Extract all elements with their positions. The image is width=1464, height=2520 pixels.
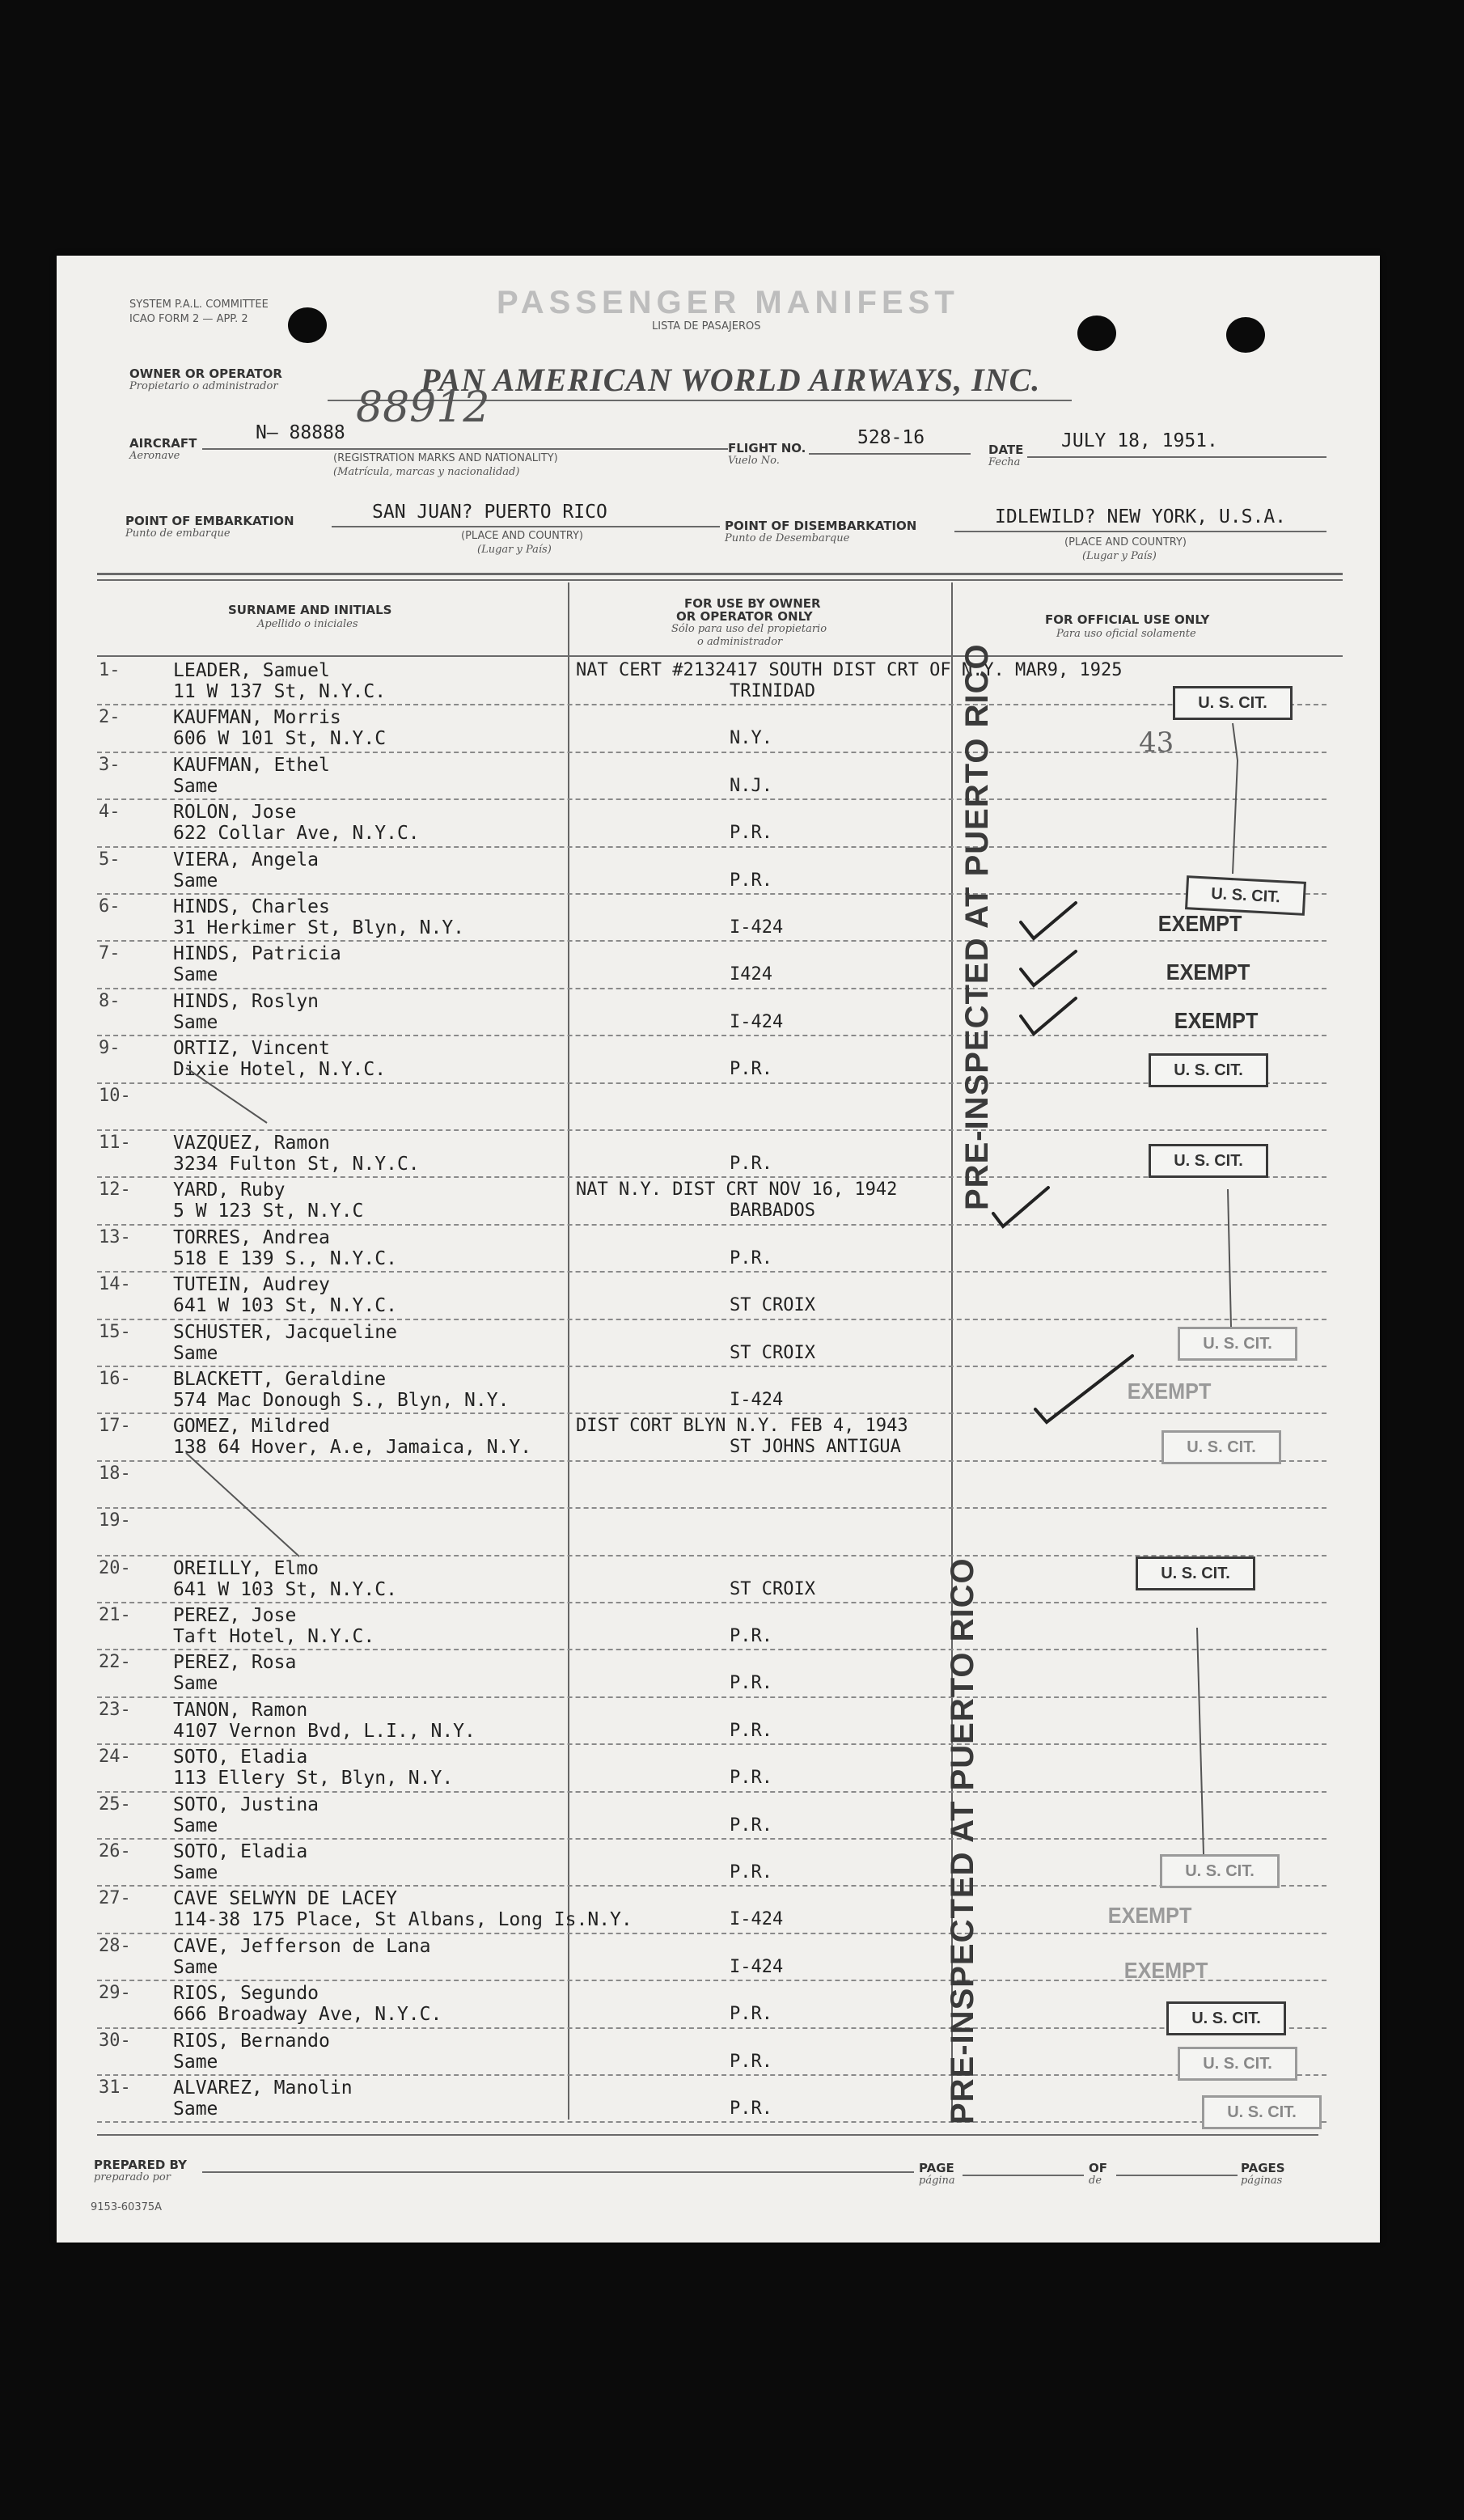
passenger-name: RIOS, Segundo (173, 1983, 319, 2005)
passenger-address: Same (173, 1956, 218, 1978)
passenger-address: Same (173, 1342, 218, 1364)
col-surname-title: SURNAME AND INITIALS (228, 603, 392, 617)
passenger-name: TANON, Ramon (173, 1699, 308, 1721)
passenger-address: Same (173, 1815, 218, 1836)
passenger-address: Same (173, 2099, 218, 2120)
exempt-stamp: EXEMPT (1127, 1379, 1212, 1404)
row-number: 21- (99, 1605, 131, 1625)
passenger-name: SOTO, Eladia (173, 1747, 308, 1768)
flight-label-es: Vuelo No. (728, 455, 780, 467)
operator-note: P.R. (730, 1154, 772, 1174)
disembark-label-es: Punto de Desembarque (725, 532, 850, 544)
operator-note: ST CROIX (730, 1578, 815, 1599)
us-cit-stamp: U. S. CIT. (1178, 1327, 1297, 1361)
disembark-value: IDLEWILD? NEW YORK, U.S.A. (995, 506, 1287, 527)
page-label: PAGE (919, 2161, 954, 2175)
passenger-address: Taft Hotel, N.Y.C. (173, 1626, 375, 1647)
exempt-stamp: EXEMPT (1107, 1903, 1192, 1928)
passenger-address: 641 W 103 St, N.Y.C. (173, 1295, 397, 1317)
passenger-address: 4107 Vernon Bvd, L.I., N.Y. (173, 1720, 476, 1742)
row-number: 9- (99, 1038, 121, 1059)
us-cit-stamp: U. S. CIT. (1185, 875, 1306, 916)
exempt-stamp: EXEMPT (1157, 911, 1242, 936)
disembark-place-note: (PLACE AND COUNTRY) (1064, 536, 1187, 548)
form-title-es: LISTA DE PASAJEROS (652, 320, 761, 332)
pages-label-es: páginas (1241, 2175, 1283, 2187)
aircraft-label: AIRCRAFT (129, 436, 197, 451)
check-mark (1021, 903, 1076, 938)
operator-note: P.R. (730, 2099, 772, 2119)
aircraft-value: N— 88888 (256, 422, 345, 443)
passenger-name: SOTO, Eladia (173, 1841, 308, 1862)
passenger-address: 114-38 175 Place, St Albans, Long Is.N.Y. (173, 1909, 633, 1931)
operator-note: P.R. (730, 1626, 772, 1646)
us-cit-stamp: U. S. CIT. (1161, 1430, 1281, 1464)
handwritten-number: 88912 (356, 383, 490, 432)
passenger-name: TORRES, Andrea (173, 1226, 330, 1248)
us-cit-stamp: U. S. CIT. (1178, 2047, 1297, 2081)
row-number: 1- (99, 660, 121, 680)
operator-note: P.R. (730, 1815, 772, 1836)
exempt-stamp: EXEMPT (1123, 1958, 1208, 1983)
flight-value: 528-16 (857, 427, 925, 448)
row-number: 19- (99, 1510, 131, 1531)
passenger-name: KAUFMAN, Ethel (173, 754, 330, 776)
row-number: 6- (99, 896, 121, 917)
check-mark (1021, 998, 1076, 1034)
of-line (1116, 2175, 1238, 2176)
passenger-address: 138 64 Hover, A.e, Jamaica, N.Y. (173, 1437, 532, 1459)
passenger-name: RIOS, Bernando (173, 2030, 330, 2052)
passenger-name: YARD, Ruby (173, 1180, 286, 1201)
passenger-name: CAVE, Jefferson de Lana (173, 1935, 431, 1957)
col-official-title: FOR OFFICIAL USE ONLY (1045, 612, 1210, 627)
date-label: DATE (988, 443, 1024, 457)
passenger-address: 666 Broadway Ave, N.Y.C. (173, 2004, 442, 2026)
pencil-line (186, 1453, 299, 1556)
row-number: 28- (99, 1935, 131, 1956)
row-number: 2- (99, 707, 121, 728)
operator-note: I-424 (730, 917, 784, 938)
row-number: 3- (99, 754, 121, 775)
row-number: 15- (99, 1321, 131, 1342)
row-number: 31- (99, 2077, 131, 2098)
operator-note: NAT N.Y. DIST CRT NOV 16, 1942 (576, 1180, 898, 1201)
pencil-arrow (1228, 1189, 1231, 1327)
pre-inspected-stamp: PRE-INSPECTED AT PUERTO RICO (945, 1557, 980, 2124)
disembark-place-note-es: (Lugar y País) (1082, 550, 1157, 562)
passenger-address: 641 W 103 St, N.Y.C. (173, 1578, 397, 1600)
pencil-arrow (1197, 1628, 1204, 1854)
operator-note: ST CROIX (730, 1342, 815, 1363)
passenger-address: 113 Ellery St, Blyn, N.Y. (173, 1768, 454, 1789)
row-number: 8- (99, 990, 121, 1011)
prepared-label: PREPARED BY (94, 2158, 187, 2172)
passenger-address: Same (173, 870, 218, 892)
col-operator-title-2: OR OPERATOR ONLY (676, 609, 813, 624)
row-number: 27- (99, 1888, 131, 1909)
row-number: 10- (99, 1085, 131, 1106)
passenger-name: KAUFMAN, Morris (173, 707, 341, 729)
date-label-es: Fecha (988, 456, 1021, 468)
operator-note: P.R. (730, 1862, 772, 1883)
row-number: 29- (99, 1983, 131, 2004)
embark-value: SAN JUAN? PUERTO RICO (372, 502, 607, 523)
passenger-address: 11 W 137 St, N.Y.C. (173, 681, 387, 702)
row-number: 5- (99, 849, 121, 870)
passenger-name: CAVE SELWYN DE LACEY (173, 1888, 397, 1910)
registration-note: (REGISTRATION MARKS AND NATIONALITY) (333, 452, 558, 464)
operator-note: ST JOHNS ANTIGUA (730, 1437, 901, 1458)
embark-place-note-es: (Lugar y País) (477, 544, 552, 556)
operator-note: P.R. (730, 1059, 772, 1080)
operator-note: P.R. (730, 1720, 772, 1741)
passenger-address: 606 W 101 St, N.Y.C (173, 728, 387, 750)
operator-note: ST CROIX (730, 1295, 815, 1316)
exempt-stamp: EXEMPT (1174, 1008, 1259, 1033)
operator-note: P.R. (730, 1673, 772, 1694)
row-number: 17- (99, 1416, 131, 1437)
passenger-address: Dixie Hotel, N.Y.C. (173, 1059, 387, 1081)
flight-label: FLIGHT NO. (728, 441, 806, 455)
row-number: 13- (99, 1226, 131, 1247)
passenger-name: LEADER, Samuel (173, 660, 330, 681)
check-mark (1021, 951, 1076, 985)
passenger-address: Same (173, 1862, 218, 1883)
passenger-address: Same (173, 1011, 218, 1033)
check-mark (993, 1188, 1048, 1226)
row-number: 30- (99, 2030, 131, 2051)
col-operator-title-1: FOR USE BY OWNER (684, 596, 821, 611)
row-number: 23- (99, 1699, 131, 1720)
pre-inspected-stamp: PRE-INSPECTED AT PUERTO RICO (959, 643, 995, 1210)
passenger-address: Same (173, 2051, 218, 2073)
us-cit-stamp: U. S. CIT. (1149, 1053, 1268, 1087)
us-cit-stamp: U. S. CIT. (1136, 1556, 1255, 1590)
passenger-name: PEREZ, Rosa (173, 1652, 297, 1674)
passenger-address: Same (173, 775, 218, 797)
prepared-label-es: preparado por (94, 2171, 171, 2183)
embark-label: POINT OF EMBARKATION (125, 514, 294, 528)
count-43: 43 (1139, 726, 1174, 759)
row-number: 11- (99, 1133, 131, 1153)
passenger-name: VIERA, Angela (173, 849, 319, 870)
page-line (963, 2175, 1084, 2176)
us-cit-stamp: U. S. CIT. (1149, 1144, 1268, 1178)
us-cit-stamp: U. S. CIT. (1173, 686, 1293, 720)
registration-note-es: (Matrícula, marcas y nacionalidad) (333, 466, 520, 478)
passenger-name: GOMEZ, Mildred (173, 1416, 330, 1438)
operator-note: P.R. (730, 823, 772, 844)
passenger-address: 574 Mac Donough S., Blyn, N.Y. (173, 1390, 510, 1411)
check-mark (1035, 1356, 1132, 1422)
operator-note: NAT CERT #2132417 SOUTH DIST CRT OF N.Y. MAR9, 1925 (576, 660, 1123, 680)
operator-note: I-424 (730, 1011, 784, 1032)
operator-note: P.R. (730, 1768, 772, 1789)
passenger-name: HINDS, Charles (173, 896, 330, 917)
passenger-address: 5 W 123 St, N.Y.C (173, 1201, 364, 1222)
passenger-address: 3234 Fulton St, N.Y.C. (173, 1154, 420, 1175)
operator-note: I-424 (730, 1956, 784, 1977)
passenger-name: HINDS, Roslyn (173, 990, 319, 1012)
passenger-name: HINDS, Patricia (173, 943, 341, 965)
operator-note: P.R. (730, 2004, 772, 2025)
row-number: 14- (99, 1274, 131, 1295)
col-official-sub: Para uso oficial solamente (1056, 628, 1196, 640)
of-label: OF (1089, 2161, 1107, 2175)
airline-name: PAN AMERICAN WORLD AIRWAYS, INC. (421, 362, 1041, 398)
exempt-stamp: EXEMPT (1166, 959, 1250, 985)
passenger-name: BLACKETT, Geraldine (173, 1369, 387, 1390)
owner-label-es: Propietario o administrador (129, 380, 278, 392)
col-operator-sub-2: o administrador (697, 636, 783, 648)
passenger-name: SOTO, Justina (173, 1794, 319, 1815)
operator-note: I424 (730, 964, 772, 985)
embark-place-note: (PLACE AND COUNTRY) (461, 530, 584, 542)
pencil-line (186, 1068, 267, 1123)
passenger-address: 31 Herkimer St, Blyn, N.Y. (173, 917, 465, 938)
form-ref: ICAO FORM 2 — APP. 2 (129, 313, 248, 325)
us-cit-stamp: U. S. CIT. (1202, 2095, 1322, 2129)
page-label-es: página (919, 2175, 955, 2187)
owner-label: OWNER OR OPERATOR (129, 366, 282, 381)
us-cit-stamp: U. S. CIT. (1166, 2001, 1286, 2035)
row-number: 22- (99, 1652, 131, 1673)
row-number: 25- (99, 1794, 131, 1815)
row-number: 16- (99, 1369, 131, 1389)
of-label-es: de (1089, 2175, 1102, 2187)
col-operator-sub-1: Sólo para uso del propietario (671, 623, 827, 635)
passenger-name: TUTEIN, Audrey (173, 1274, 330, 1296)
passenger-name: SCHUSTER, Jacqueline (173, 1321, 397, 1343)
passenger-address: Same (173, 1673, 218, 1695)
operator-note: I-424 (730, 1909, 784, 1930)
aircraft-label-es: Aeronave (129, 450, 180, 462)
row-number: 7- (99, 943, 121, 964)
operator-note: I-424 (730, 1390, 784, 1410)
operator-note: N.Y. (730, 728, 772, 749)
operator-note: P.R. (730, 1247, 772, 1268)
prepared-line (202, 2171, 914, 2173)
embark-label-es: Punto de embarque (125, 527, 231, 540)
passenger-name: VAZQUEZ, Ramon (173, 1133, 330, 1154)
passenger-name: OREILLY, Elmo (173, 1557, 319, 1579)
row-number: 4- (99, 802, 121, 823)
row-number: 24- (99, 1747, 131, 1768)
system-line: SYSTEM P.A.L. COMMITTEE (129, 299, 269, 311)
passenger-name: ROLON, Jose (173, 802, 297, 824)
disembark-label: POINT OF DISEMBARKATION (725, 519, 917, 533)
operator-note: TRINIDAD (730, 681, 815, 701)
row-number: 18- (99, 1463, 131, 1484)
row-number: 20- (99, 1557, 131, 1578)
date-value: JULY 18, 1951. (1061, 430, 1218, 451)
form-title: PASSENGER MANIFEST (497, 285, 959, 320)
operator-note: N.J. (730, 775, 772, 796)
passenger-address: 518 E 139 S., N.Y.C. (173, 1247, 397, 1269)
pencil-arrow (1233, 723, 1238, 874)
row-number: 26- (99, 1841, 131, 1861)
row-number: 12- (99, 1180, 131, 1201)
passenger-name: ALVAREZ, Manolin (173, 2077, 353, 2099)
operator-note: P.R. (730, 870, 772, 891)
pages-label: PAGES (1241, 2161, 1285, 2175)
col-surname-sub: Apellido o iniciales (257, 618, 358, 630)
operator-note: P.R. (730, 2051, 772, 2072)
form-code: 9153-60375A (91, 2201, 163, 2213)
operator-note: BARBADOS (730, 1201, 815, 1222)
us-cit-stamp: U. S. CIT. (1160, 1854, 1280, 1888)
passenger-address: Same (173, 964, 218, 986)
operator-note: DIST CORT BLYN N.Y. FEB 4, 1943 (576, 1416, 908, 1437)
passenger-name: PEREZ, Jose (173, 1605, 297, 1626)
passenger-name: ORTIZ, Vincent (173, 1038, 330, 1060)
passenger-address: 622 Collar Ave, N.Y.C. (173, 823, 420, 845)
